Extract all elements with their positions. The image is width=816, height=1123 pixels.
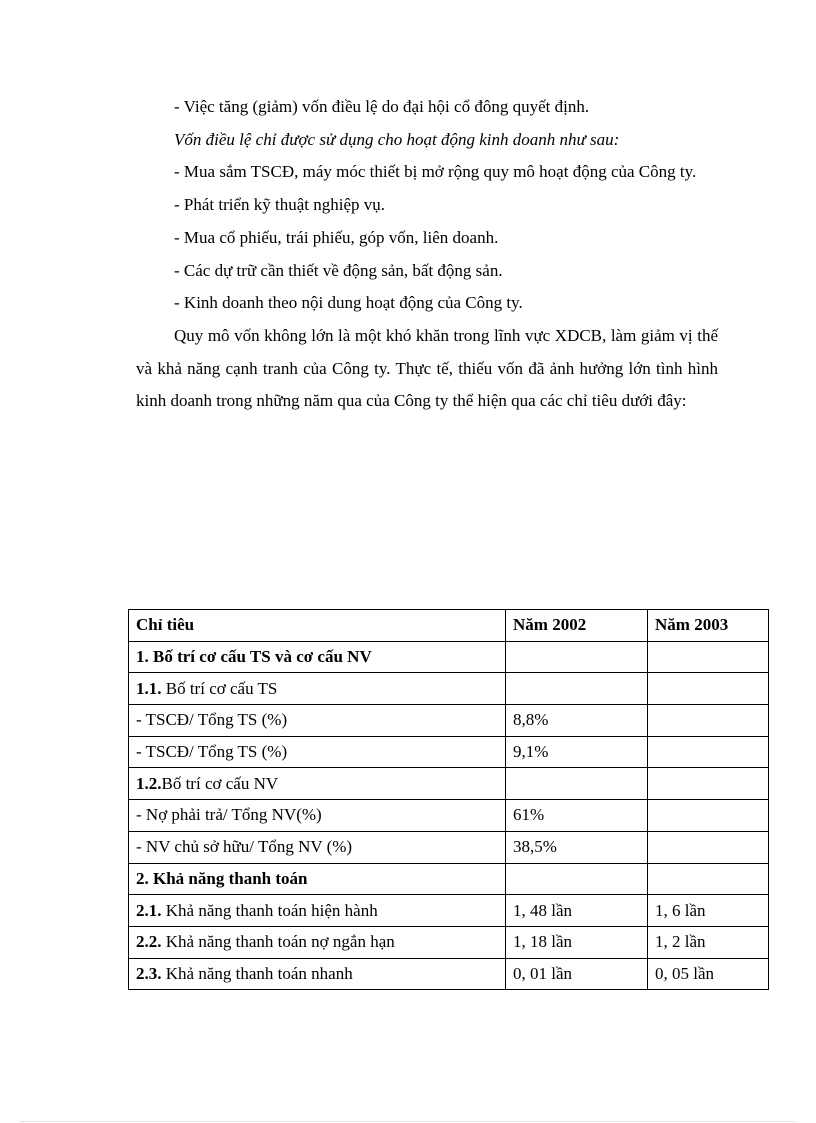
row-label-text: Bố trí cơ cấu TS: [161, 678, 278, 698]
cell-2002: [506, 673, 648, 705]
cell-2002: [506, 641, 648, 673]
cell-2003: [648, 800, 769, 832]
cell-2003: [648, 705, 769, 737]
cell-2003: [648, 768, 769, 800]
indicators-table: [128, 609, 769, 990]
row-label: [129, 831, 506, 863]
row-label-text: - NV chủ sở hữu/ Tổng NV (%): [136, 837, 353, 857]
cell-2002: 38,5%: [506, 831, 648, 863]
cell-2002: 1, 18 lần: [506, 926, 648, 958]
table-row: [129, 831, 769, 863]
row-label: [129, 958, 506, 990]
indicators-table-wrapper: [128, 609, 769, 990]
cell-2003: [648, 641, 769, 673]
row-label: [129, 926, 506, 958]
cell-2003: 1, 6 lần: [648, 895, 769, 927]
cell-2003: [648, 673, 769, 705]
paragraph: - Kinh doanh theo nội dung hoạt động của Công ty.: [174, 293, 523, 313]
row-label-bold: 2.3.: [136, 963, 162, 983]
paragraph: Quy mô vốn không lớn là một khó khăn trong lĩnh vực XDCB, làm giảm vị thế và khả năng cạnh tranh của Công ty. Thực tế, thiếu vốn đã ảnh hưởng lớn tình hình kinh doanh trong những năm qua của Công ty thể hiện qua các chỉ tiêu dưới đây:: [136, 325, 718, 411]
cell-2003: [648, 863, 769, 895]
cell-2003: 1, 2 lần: [648, 926, 769, 958]
table-row: [129, 768, 769, 800]
page-bottom-divider: [20, 1121, 796, 1122]
row-label: [129, 895, 506, 927]
row-label-bold: 1. Bố trí cơ cấu TS và cơ cấu NV: [136, 647, 372, 667]
cell-2002: 9,1%: [506, 736, 648, 768]
row-label: [129, 768, 506, 800]
paragraph: - Mua sắm TSCĐ, máy móc thiết bị mở rộng quy mô hoạt động của Công ty.: [174, 162, 697, 182]
cell-2003: 0, 05 lần: [648, 958, 769, 990]
table-header-row: [129, 610, 769, 642]
cell-2002: [506, 863, 648, 895]
table-row: [129, 800, 769, 832]
table-row: [129, 958, 769, 990]
header-year-2002: Năm 2002: [506, 610, 648, 642]
cell-2002: [506, 768, 648, 800]
row-label-bold: 1.2.: [136, 773, 162, 793]
body-text: [136, 91, 718, 418]
paragraph: - Các dự trữ cần thiết về động sản, bất động sản.: [174, 260, 503, 280]
table-row: [129, 641, 769, 673]
cell-2002: 0, 01 lần: [506, 958, 648, 990]
table-row: [129, 863, 769, 895]
table-row: [129, 895, 769, 927]
row-label-bold: 2.1.: [136, 900, 162, 920]
paragraph: - Mua cổ phiếu, trái phiếu, góp vốn, liên doanh.: [174, 227, 499, 247]
row-label-text: - TSCĐ/ Tổng TS (%): [136, 710, 288, 730]
row-label: [129, 673, 506, 705]
table-row: [129, 705, 769, 737]
header-indicator: Chỉ tiêu: [129, 610, 506, 642]
paragraph: - Phát triển kỹ thuật nghiệp vụ.: [174, 195, 386, 215]
paragraph: - Việc tăng (giảm) vốn điều lệ do đại hội cổ đông quyết định.: [174, 97, 590, 116]
row-label-text: Khả năng thanh toán nhanh: [161, 963, 353, 983]
row-label-text: - TSCĐ/ Tổng TS (%): [136, 742, 288, 762]
row-label: [129, 800, 506, 832]
row-label: [129, 705, 506, 737]
cell-2002: 1, 48 lần: [506, 895, 648, 927]
row-label: [129, 736, 506, 768]
row-label-text: Khả năng thanh toán hiện hành: [161, 900, 378, 920]
row-label: [129, 641, 506, 673]
table-row: [129, 673, 769, 705]
row-label-text: - Nợ phải trả/ Tổng NV(%): [136, 805, 322, 825]
cell-2003: [648, 831, 769, 863]
paragraph-italic: Vốn điều lệ chỉ được sử dụng cho hoạt động kinh doanh như sau:: [174, 129, 620, 149]
row-label-bold: 1.1.: [136, 678, 162, 698]
cell-2002: 8,8%: [506, 705, 648, 737]
cell-2003: [648, 736, 769, 768]
row-label-bold: 2.2.: [136, 932, 162, 952]
table-row: [129, 736, 769, 768]
row-label-text: Bố trí cơ cấu NV: [161, 773, 279, 793]
cell-2002: 61%: [506, 800, 648, 832]
row-label-text: Khả năng thanh toán nợ ngắn hạn: [161, 932, 395, 952]
table-row: [129, 926, 769, 958]
header-year-2003: Năm 2003: [648, 610, 769, 642]
row-label: [129, 863, 506, 895]
row-label-bold: 2. Khả năng thanh toán: [136, 868, 308, 888]
